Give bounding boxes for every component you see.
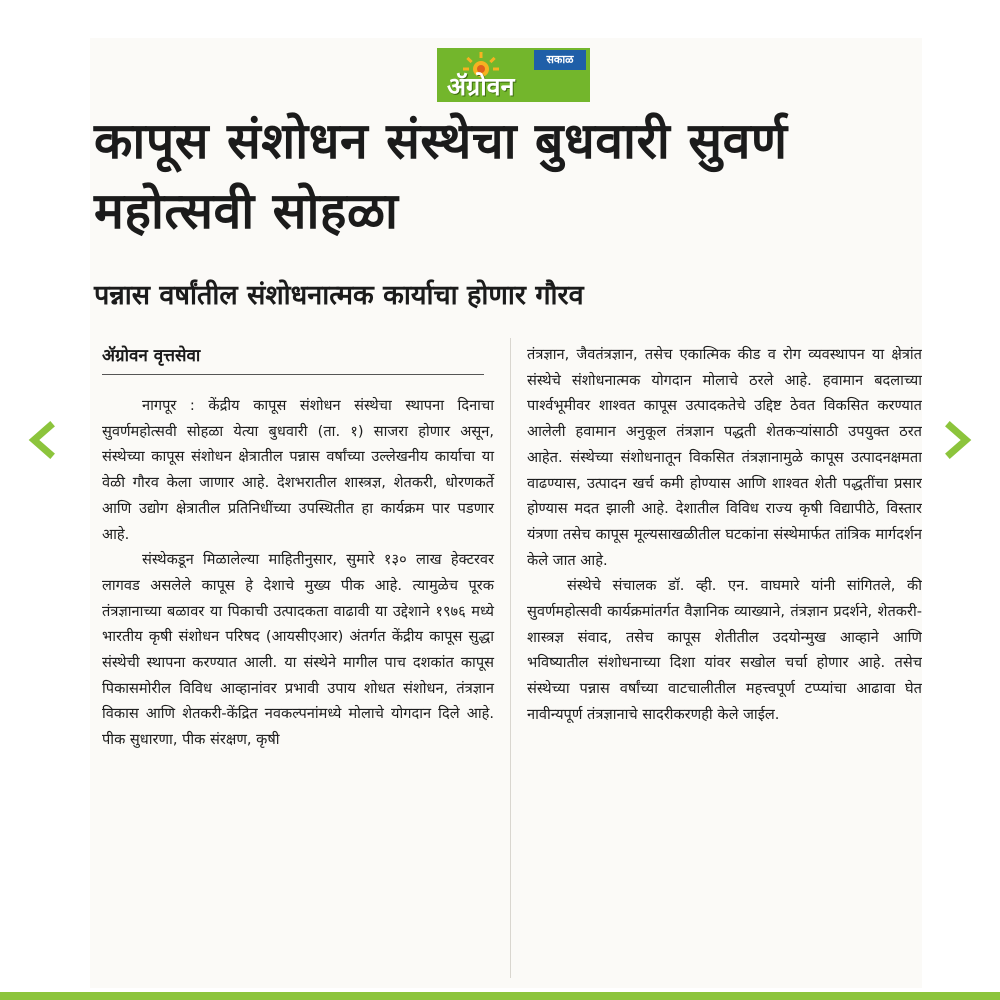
column-divider: [510, 338, 511, 978]
chevron-right-icon: [938, 420, 978, 460]
article-column-left: [102, 393, 494, 753]
article-subheadline: पन्नास वर्षांतील संशोधनात्मक कार्याचा होणार गौरव: [94, 280, 584, 311]
article-paragraph: संस्थेकडून मिळालेल्या माहितीनुसार, सुमारे १३० लाख हेक्टरवर लागवड असलेले कापूस हे देशाचे मुख्य पीक आहे. त्यामुळेच पूरक तंत्रज्ञानाच्या बळावर या पिकाची उत्पादकता वाढावी या उद्देशाने १९७६ मध्ये भारतीय कृषी संशोधन परिषद (आयसीएआर) अंतर्गत केंद्रीय कापूस सुद्धा संस्थेची स्थापना करण्यात आली. या संस्थेने मागील पाच दशकांत कापूस पिकासमोरील विविध आव्हानांवर प्रभावी उपाय शोधत संशोधन, तंत्रज्ञान विकास आणि शेतकरी-केंद्रित नवकल्पनांमध्ये मोलाचे योगदान दिले आहे. पीक सुधारणा, पीक संरक्षण, कृषी: [102, 551, 494, 749]
logo-top-label: सकाळ: [534, 50, 586, 70]
article-headline: कापूस संशोधन संस्थेचा बुधवारी सुवर्ण महोत्सवी सोहळा: [94, 112, 788, 240]
logo-brand-name: ॲग्रोवन: [447, 72, 515, 101]
bottom-accent-bar: [0, 992, 1000, 1000]
article-byline: ॲग्रोवन वृत्तसेवा: [102, 344, 484, 375]
newspaper-clipping: [90, 38, 922, 988]
article-paragraph: नागपूर : केंद्रीय कापूस संशोधन संस्थेचा स्थापना दिनाचा सुवर्णमहोत्सवी सोहळा येत्या बुधवारी (ता. १) साजरा होणार असून, संस्थेच्या कापूस संशोधन क्षेत्रातील पन्नास वर्षांच्या उल्लेखनीय कार्याचा या वेळी गौरव केला जाणार आहे. देशभरातील शास्त्रज्ञ, शेतकरी, धोरणकर्ते आणि उद्योग क्षेत्रातील प्रतिनिधींच्या उपस्थितीत हा कार्यक्रम पार पडणार आहे.: [102, 397, 494, 543]
article-column-right: [527, 342, 922, 728]
next-slide-button[interactable]: [938, 420, 978, 460]
chevron-left-icon: [22, 420, 62, 460]
article-paragraph: तंत्रज्ञान, जैवतंत्रज्ञान, तसेच एकात्मिक कीड व रोग व्यवस्थापन या क्षेत्रांत संस्थेचे संशोधनात्मक योगदान मोलाचे ठरले आहे. हवामान बदलाच्या पार्श्वभूमीवर शाश्वत कापूस उत्पादकतेचे उद्दिष्ट ठेवत विकसित करण्यात आलेली हवामान अनुकूल तंत्रज्ञान पद्धती शेतकऱ्यांसाठी उपयुक्त ठरत आहेत. संस्थेच्या संशोधनातून विकसित तंत्रज्ञानामुळे कापूस उत्पादनक्षमता वाढण्यास, उत्पादन खर्च कमी होण्यास आणि शाश्वत शेती पद्धतींचा प्रसार होण्यास मदत झाली आहे. देशातील विविध राज्य कृषी विद्यापीठे, विस्तार यंत्रणा तसेच कापूस मूल्यसाखळीतील घटकांना संस्थेमार्फत तांत्रिक मार्गदर्शन केले जात आहे.: [527, 346, 922, 569]
agrowon-logo: [437, 48, 590, 102]
article-paragraph: संस्थेचे संचालक डॉ. व्ही. एन. वाघमारे यांनी सांगितले, की सुवर्णमहोत्सवी कार्यक्रमांतर्गत वैज्ञानिक व्याख्याने, तंत्रज्ञान प्रदर्शने, शेतकरी-शास्त्रज्ञ संवाद, तसेच कापूस शेतीतील उदयोन्मुख आव्हाने आणि भविष्यातील संशोधनाच्या दिशा यांवर सखोल चर्चा होणार आहे. तसेच संस्थेच्या पन्नास वर्षांच्या वाटचालीतील महत्त्वपूर्ण टप्प्यांचा आढावा घेत नावीन्यपूर्ण तंत्रज्ञानाचे सादरीकरणही केले जाईल.: [527, 577, 922, 723]
previous-slide-button[interactable]: [22, 420, 62, 460]
